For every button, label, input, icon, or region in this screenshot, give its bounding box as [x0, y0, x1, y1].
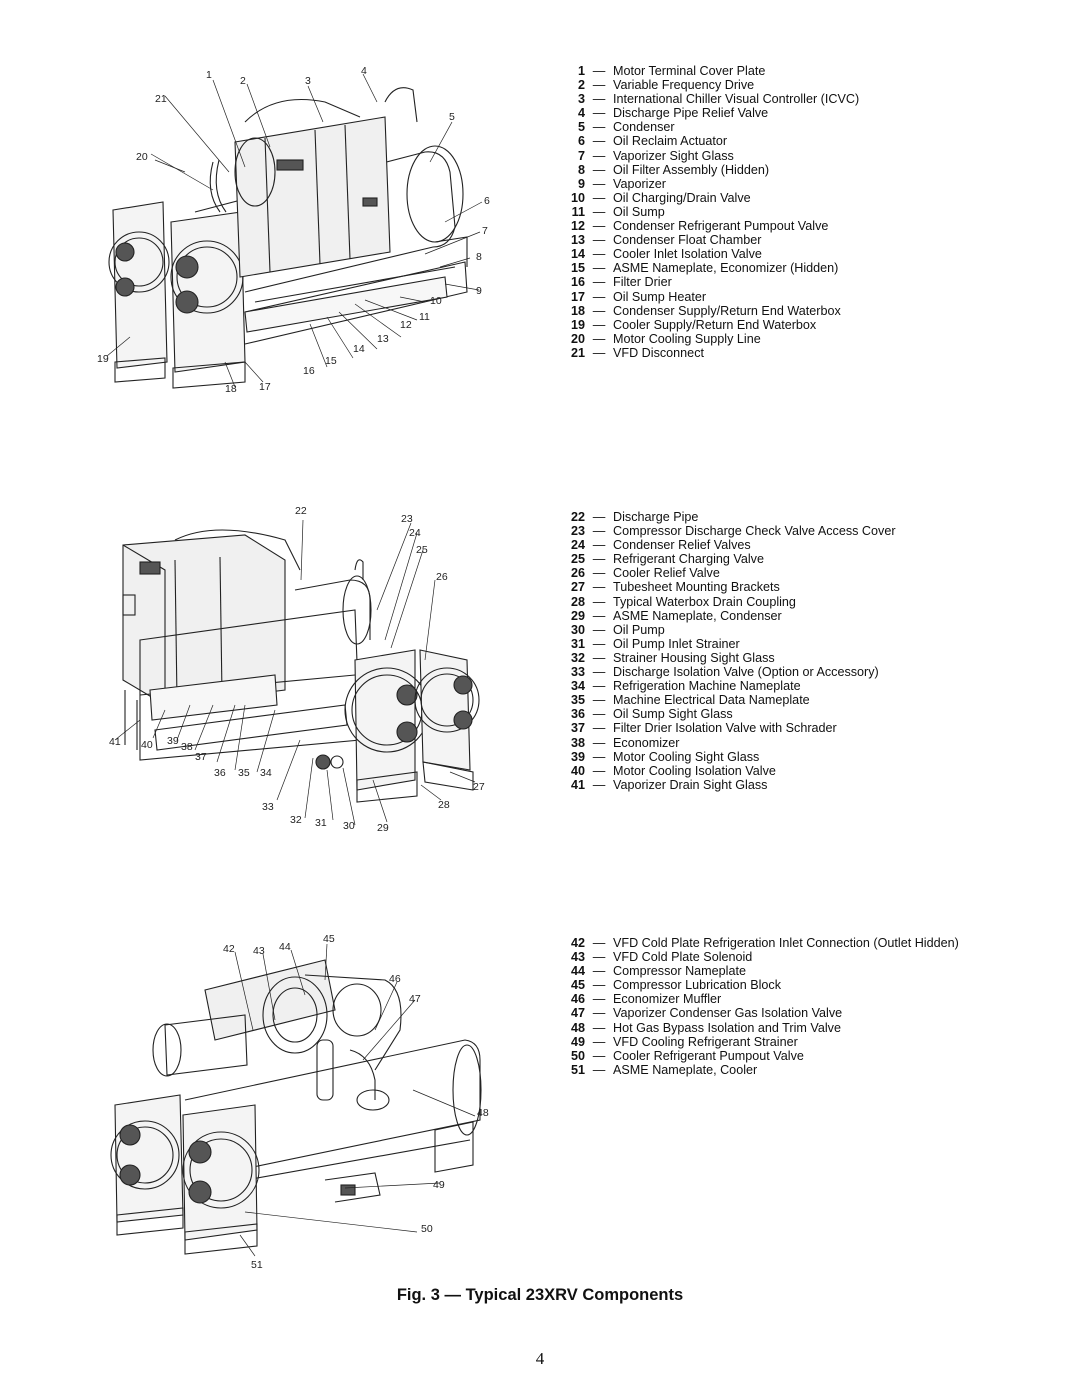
legend-item-text: Oil Charging/Drain Valve	[613, 190, 751, 205]
legend-item-number: 49	[570, 1034, 585, 1049]
callout-50: 50	[421, 1223, 433, 1235]
callout-16: 16	[303, 365, 315, 377]
legend-item-dash: —	[592, 964, 606, 979]
legend-item-text: Motor Cooling Sight Glass	[613, 749, 760, 764]
legend-item	[540, 191, 1040, 205]
legend-item-number: 6	[577, 134, 585, 149]
legend-item-dash: —	[592, 1062, 606, 1077]
legend-item	[540, 233, 1040, 247]
callout-44: 44	[279, 941, 291, 953]
callout-6: 6	[484, 195, 490, 207]
legend-item-dash: —	[592, 777, 606, 792]
legend-item-dash: —	[592, 1034, 606, 1049]
legend-item	[540, 679, 1040, 693]
callout-43: 43	[253, 945, 265, 957]
legend-item-dash: —	[592, 735, 606, 750]
legend-item-number: 43	[570, 950, 585, 965]
legend-item-dash: —	[592, 275, 606, 290]
legend-item-dash: —	[592, 106, 606, 121]
callout-34: 34	[260, 767, 272, 779]
legend-item-number: 35	[570, 693, 585, 708]
page-number: 4	[535, 1349, 545, 1368]
callout-27: 27	[473, 781, 485, 793]
legend-item-text: Variable Frequency Drive	[613, 78, 755, 93]
legend-item-text: Oil Pump Inlet Strainer	[613, 636, 740, 651]
legend-item-dash: —	[592, 665, 606, 680]
legend-item-number: 14	[570, 247, 585, 262]
legend-item-number: 31	[570, 636, 585, 651]
legend-item-text: ASME Nameplate, Cooler	[613, 1062, 758, 1077]
callout-39: 39	[167, 735, 179, 747]
callout-31: 31	[315, 817, 327, 829]
legend-item-dash: —	[592, 78, 606, 93]
callout-17: 17	[259, 381, 271, 393]
figure-1-illustration	[95, 62, 505, 402]
callout-51: 51	[251, 1259, 263, 1271]
legend-item-text: Economizer	[613, 735, 680, 750]
callout-14: 14	[353, 343, 365, 355]
legend-item	[540, 552, 1040, 566]
legend-item-text: Cooler Inlet Isolation Valve	[613, 247, 762, 262]
legend-item	[540, 78, 1040, 92]
callout-46: 46	[389, 973, 401, 985]
callout-38: 38	[181, 741, 193, 753]
legend-item	[540, 1063, 1040, 1077]
legend-item	[540, 693, 1040, 707]
legend-item-number: 15	[570, 261, 585, 276]
legend-item-text: Filter Drier Isolation Valve with Schrader	[613, 721, 837, 736]
legend-item-text: Condenser Float Chamber	[613, 233, 762, 248]
legend-item-text: Condenser	[613, 120, 675, 135]
legend-item	[540, 992, 1040, 1006]
figure-3-illustration	[95, 930, 505, 1280]
legend-item-dash: —	[592, 650, 606, 665]
legend-item-number: 20	[570, 331, 585, 346]
callout-15: 15	[325, 355, 337, 367]
legend-item-number: 45	[570, 978, 585, 993]
legend-item-number: 9	[577, 176, 585, 191]
legend-item-dash: —	[592, 566, 606, 581]
legend-item-dash: —	[592, 345, 606, 360]
legend-figure-2	[540, 510, 1040, 792]
legend-item-number: 11	[571, 204, 585, 219]
legend-item-number: 13	[570, 233, 585, 248]
legend-item	[540, 64, 1040, 78]
legend-item-text: Motor Terminal Cover Plate	[613, 64, 766, 78]
legend-item	[540, 1035, 1040, 1049]
legend-item	[540, 92, 1040, 106]
callout-42: 42	[223, 943, 235, 955]
legend-item-number: 18	[570, 303, 585, 318]
figure-caption: Fig. 3 — Typical 23XRV Components	[396, 1286, 684, 1304]
legend-item-number: 24	[570, 538, 585, 553]
legend-item	[540, 936, 1040, 950]
callout-29: 29	[377, 822, 389, 834]
legend-item-text: VFD Cold Plate Solenoid	[613, 950, 753, 965]
legend-item-number: 3	[577, 92, 585, 107]
legend-item-dash: —	[592, 92, 606, 107]
legend-item	[540, 149, 1040, 163]
legend-item	[540, 134, 1040, 148]
legend-item-text: Cooler Relief Valve	[613, 566, 720, 581]
legend-item	[540, 736, 1040, 750]
legend-item	[540, 950, 1040, 964]
legend-item-dash: —	[592, 331, 606, 346]
legend-item-number: 36	[570, 707, 585, 722]
legend-item-text: Compressor Lubrication Block	[613, 978, 781, 993]
legend-item-dash: —	[592, 219, 606, 234]
legend-item-number: 41	[570, 777, 585, 792]
callout-2: 2	[240, 75, 246, 87]
legend-item-dash: —	[592, 936, 606, 950]
legend-item	[540, 177, 1040, 191]
legend-item-number: 37	[570, 721, 585, 736]
legend-item-number: 40	[570, 763, 585, 778]
callout-19: 19	[97, 353, 109, 365]
legend-item-text: Oil Sump	[613, 204, 665, 219]
legend-item-dash: —	[592, 707, 606, 722]
figure-2-illustration	[95, 500, 505, 840]
legend-item-dash: —	[592, 608, 606, 623]
legend-item-text: Oil Sump Sight Glass	[613, 707, 733, 722]
legend-item	[540, 609, 1040, 623]
legend-item-number: 23	[570, 524, 585, 539]
callout-36: 36	[214, 767, 226, 779]
legend-item-text: Condenser Supply/Return End Waterbox	[613, 303, 841, 318]
legend-item-text: Motor Cooling Supply Line	[613, 331, 761, 346]
legend-item-text: ASME Nameplate, Condenser	[613, 608, 782, 623]
callout-25: 25	[416, 544, 428, 556]
legend-item-text: Strainer Housing Sight Glass	[613, 650, 775, 665]
legend-item	[540, 721, 1040, 735]
legend-item	[540, 318, 1040, 332]
legend-item-dash: —	[592, 204, 606, 219]
legend-item-text: ASME Nameplate, Economizer (Hidden)	[613, 261, 839, 276]
legend-item-number: 8	[577, 162, 585, 177]
legend-item-text: Machine Electrical Data Nameplate	[613, 693, 810, 708]
legend-item	[540, 651, 1040, 665]
callout-10: 10	[430, 295, 442, 307]
legend-item-dash: —	[592, 978, 606, 993]
legend-item	[540, 707, 1040, 721]
callout-11: 11	[419, 311, 430, 323]
legend-item-number: 17	[570, 289, 585, 304]
legend-figure-3	[540, 936, 1040, 1077]
legend-item-number: 7	[577, 148, 585, 163]
legend-item-text: Oil Pump	[613, 622, 665, 637]
legend-item-number: 29	[570, 608, 585, 623]
legend-item-dash: —	[592, 64, 606, 78]
legend-item-text: Filter Drier	[613, 275, 672, 290]
callout-12: 12	[400, 319, 412, 331]
legend-item	[540, 524, 1040, 538]
callout-40: 40	[141, 739, 153, 751]
legend-item	[540, 566, 1040, 580]
legend-item	[540, 261, 1040, 275]
legend-item	[540, 275, 1040, 289]
legend-item	[540, 510, 1040, 524]
legend-item-dash: —	[592, 721, 606, 736]
legend-item-dash: —	[592, 992, 606, 1007]
legend-item-dash: —	[592, 679, 606, 694]
legend-item-text: Oil Filter Assembly (Hidden)	[613, 162, 770, 177]
legend-item	[540, 623, 1040, 637]
legend-item-dash: —	[592, 162, 606, 177]
legend-item-text: Condenser Refrigerant Pumpout Valve	[613, 219, 829, 234]
legend-item-dash: —	[592, 289, 606, 304]
legend-item	[540, 637, 1040, 651]
legend-item-dash: —	[592, 1048, 606, 1063]
legend-item-number: 50	[570, 1048, 585, 1063]
legend-item-number: 2	[577, 78, 585, 93]
legend-item-dash: —	[592, 1006, 606, 1021]
legend-item-number: 5	[577, 120, 585, 135]
legend-item-number: 42	[570, 936, 585, 950]
legend-item	[540, 163, 1040, 177]
callout-47: 47	[409, 993, 421, 1005]
callout-28: 28	[438, 799, 450, 811]
legend-item-number: 21	[570, 345, 585, 360]
legend-item-number: 22	[570, 510, 585, 524]
legend-item-dash: —	[592, 552, 606, 567]
legend-item-number: 16	[570, 275, 585, 290]
legend-item-text: Refrigeration Machine Nameplate	[613, 679, 801, 694]
callout-30: 30	[343, 820, 355, 832]
legend-item-dash: —	[592, 622, 606, 637]
legend-item-number: 48	[570, 1020, 585, 1035]
callout-26: 26	[436, 571, 448, 583]
legend-item-dash: —	[592, 524, 606, 539]
legend-item-dash: —	[592, 580, 606, 595]
legend-item-text: VFD Cooling Refrigerant Strainer	[613, 1034, 798, 1049]
legend-item-text: Cooler Refrigerant Pumpout Valve	[613, 1048, 804, 1063]
legend-item-dash: —	[592, 261, 606, 276]
legend-item-dash: —	[592, 148, 606, 163]
callout-8: 8	[476, 251, 482, 263]
legend-item	[540, 1021, 1040, 1035]
callout-22: 22	[295, 505, 307, 517]
legend-item-dash: —	[592, 247, 606, 262]
legend-item-dash: —	[592, 233, 606, 248]
legend-item-number: 12	[570, 219, 585, 234]
legend-item-dash: —	[592, 303, 606, 318]
legend-item	[540, 332, 1040, 346]
legend-item-number: 39	[570, 749, 585, 764]
legend-item	[540, 219, 1040, 233]
legend-item-number: 33	[570, 665, 585, 680]
legend-item-text: Typical Waterbox Drain Coupling	[613, 594, 796, 609]
legend-item-number: 46	[570, 992, 585, 1007]
legend-item-dash: —	[592, 693, 606, 708]
legend-item-text: VFD Disconnect	[613, 345, 704, 360]
legend-item-text: Vaporizer Drain Sight Glass	[613, 777, 768, 792]
legend-item-number: 10	[570, 190, 585, 205]
callout-7: 7	[482, 225, 488, 237]
legend-item-number: 25	[570, 552, 585, 567]
callout-21: 21	[155, 93, 167, 105]
callout-9: 9	[476, 285, 482, 297]
legend-item-text: Discharge Isolation Valve (Option or Accessory)	[613, 665, 879, 680]
callout-49: 49	[433, 1179, 445, 1191]
legend-item-number: 27	[570, 580, 585, 595]
legend-item	[540, 120, 1040, 134]
legend-item-text: Oil Reclaim Actuator	[613, 134, 728, 149]
legend-item-number: 1	[577, 64, 585, 78]
legend-item-text: International Chiller Visual Controller (ICVC)	[613, 92, 860, 107]
legend-item-text: Cooler Supply/Return End Waterbox	[613, 317, 817, 332]
legend-item-number: 30	[570, 622, 585, 637]
callout-37: 37	[195, 751, 207, 763]
legend-item	[540, 106, 1040, 120]
legend-item	[540, 580, 1040, 594]
legend-item-dash: —	[592, 538, 606, 553]
legend-item-number: 26	[570, 566, 585, 581]
callout-3: 3	[305, 75, 311, 87]
legend-item-number: 19	[570, 317, 585, 332]
legend-item-text: Compressor Discharge Check Valve Access Cover	[613, 524, 896, 539]
legend-item-text: Compressor Nameplate	[613, 964, 746, 979]
legend-item-dash: —	[592, 120, 606, 135]
legend-item-text: Hot Gas Bypass Isolation and Trim Valve	[613, 1020, 841, 1035]
legend-item-number: 44	[570, 964, 585, 979]
callout-32: 32	[290, 814, 302, 826]
legend-item	[540, 304, 1040, 318]
legend-figure-1	[540, 64, 1040, 360]
legend-item	[540, 964, 1040, 978]
callout-4: 4	[361, 65, 367, 77]
callout-48: 48	[477, 1107, 489, 1119]
legend-item-number: 34	[570, 679, 585, 694]
legend-item-number: 47	[570, 1006, 585, 1021]
legend-item	[540, 665, 1040, 679]
legend-item-number: 51	[570, 1062, 585, 1077]
legend-item-text: Condenser Relief Valves	[613, 538, 751, 553]
legend-item-text: Motor Cooling Isolation Valve	[613, 763, 776, 778]
legend-item-text: Vaporizer Sight Glass	[613, 148, 734, 163]
legend-item	[540, 978, 1040, 992]
legend-item-dash: —	[592, 594, 606, 609]
legend-item-text: Vaporizer Condenser Gas Isolation Valve	[613, 1006, 843, 1021]
legend-item-number: 38	[570, 735, 585, 750]
callout-23: 23	[401, 513, 413, 525]
callout-24: 24	[409, 527, 421, 539]
callout-18: 18	[225, 383, 237, 395]
legend-item-number: 28	[570, 594, 585, 609]
legend-item-dash: —	[592, 134, 606, 149]
legend-item-dash: —	[592, 1020, 606, 1035]
callout-5: 5	[449, 111, 455, 123]
legend-item-dash: —	[592, 950, 606, 965]
legend-item	[540, 290, 1040, 304]
legend-item-text: Economizer Muffler	[613, 992, 722, 1007]
callout-20: 20	[136, 151, 148, 163]
legend-item	[540, 1049, 1040, 1063]
legend-item-number: 4	[577, 106, 585, 121]
legend-item-number: 32	[570, 650, 585, 665]
legend-item	[540, 538, 1040, 552]
legend-item-dash: —	[592, 176, 606, 191]
legend-item-dash: —	[592, 749, 606, 764]
callout-1: 1	[206, 69, 212, 81]
legend-item-dash: —	[592, 763, 606, 778]
legend-item-dash: —	[592, 190, 606, 205]
legend-item	[540, 1006, 1040, 1020]
legend-item	[540, 247, 1040, 261]
legend-item-text: Discharge Pipe Relief Valve	[613, 106, 769, 121]
callout-13: 13	[377, 333, 389, 345]
legend-item	[540, 205, 1040, 219]
legend-item	[540, 778, 1040, 792]
callout-35: 35	[238, 767, 250, 779]
legend-item-text: Tubesheet Mounting Brackets	[613, 580, 780, 595]
legend-item-dash: —	[592, 636, 606, 651]
legend-item-text: Discharge Pipe	[613, 510, 699, 524]
legend-item	[540, 346, 1040, 360]
legend-item	[540, 764, 1040, 778]
callout-33: 33	[262, 801, 274, 813]
legend-item-dash: —	[592, 317, 606, 332]
legend-item-text: VFD Cold Plate Refrigeration Inlet Connection (Outlet Hidden)	[613, 936, 959, 950]
callout-41: 41	[109, 736, 121, 748]
callout-45: 45	[323, 933, 335, 945]
legend-item-text: Oil Sump Heater	[613, 289, 707, 304]
legend-item	[540, 595, 1040, 609]
legend-item	[540, 750, 1040, 764]
legend-item-text: Vaporizer	[613, 176, 666, 191]
legend-item-text: Refrigerant Charging Valve	[613, 552, 764, 567]
legend-item-dash: —	[592, 510, 606, 524]
